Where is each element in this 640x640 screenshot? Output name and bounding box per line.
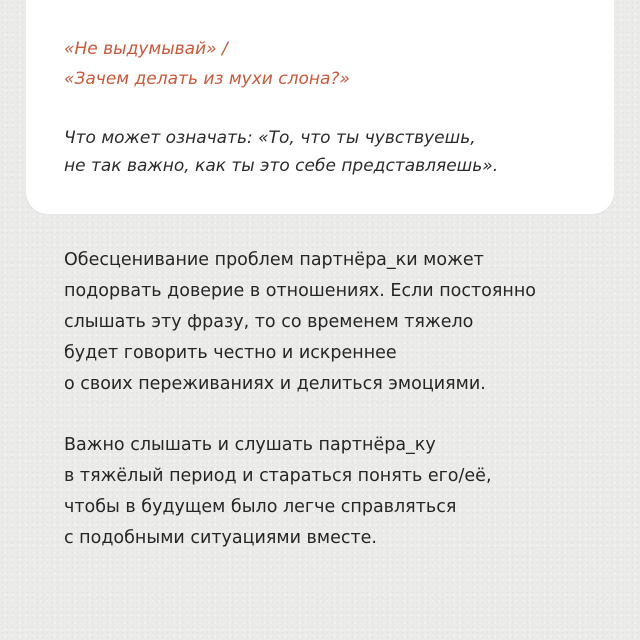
body-paragraph-1 [64,245,536,400]
body-line: Важно слышать и слушать партнёра_ку [64,435,436,455]
body-line: подорвать доверие в отношениях. Если постоянно [64,281,536,301]
phrase-meaning [64,124,498,180]
body-line: чтобы в будущем было легче справляться [64,497,457,517]
body-line: слышать эту фразу, то со временем тяжело [64,312,474,332]
body-line: в тяжёлый период и стараться понять его/её, [64,466,492,486]
body-line: будет говорить честно и искреннее [64,343,397,363]
phrase-title-line: «Зачем делать из мухи слона?» [64,69,350,89]
body-line: Обесценивание проблем партнёра_ки может [64,250,484,270]
phrase-meaning-line: Что может означать: «То, что ты чувствуешь, [64,128,476,148]
quote-card [26,0,614,214]
phrase-meaning-line: не так важно, как ты это себе представляешь». [64,156,499,176]
body-paragraph-2 [64,430,492,554]
body-line: о своих переживаниях и делиться эмоциями. [64,374,486,394]
body-line: с подобными ситуациями вместе. [64,528,377,548]
phrase-title-line: «Не выдумывай» / [64,39,228,59]
phrase-title [64,34,350,94]
